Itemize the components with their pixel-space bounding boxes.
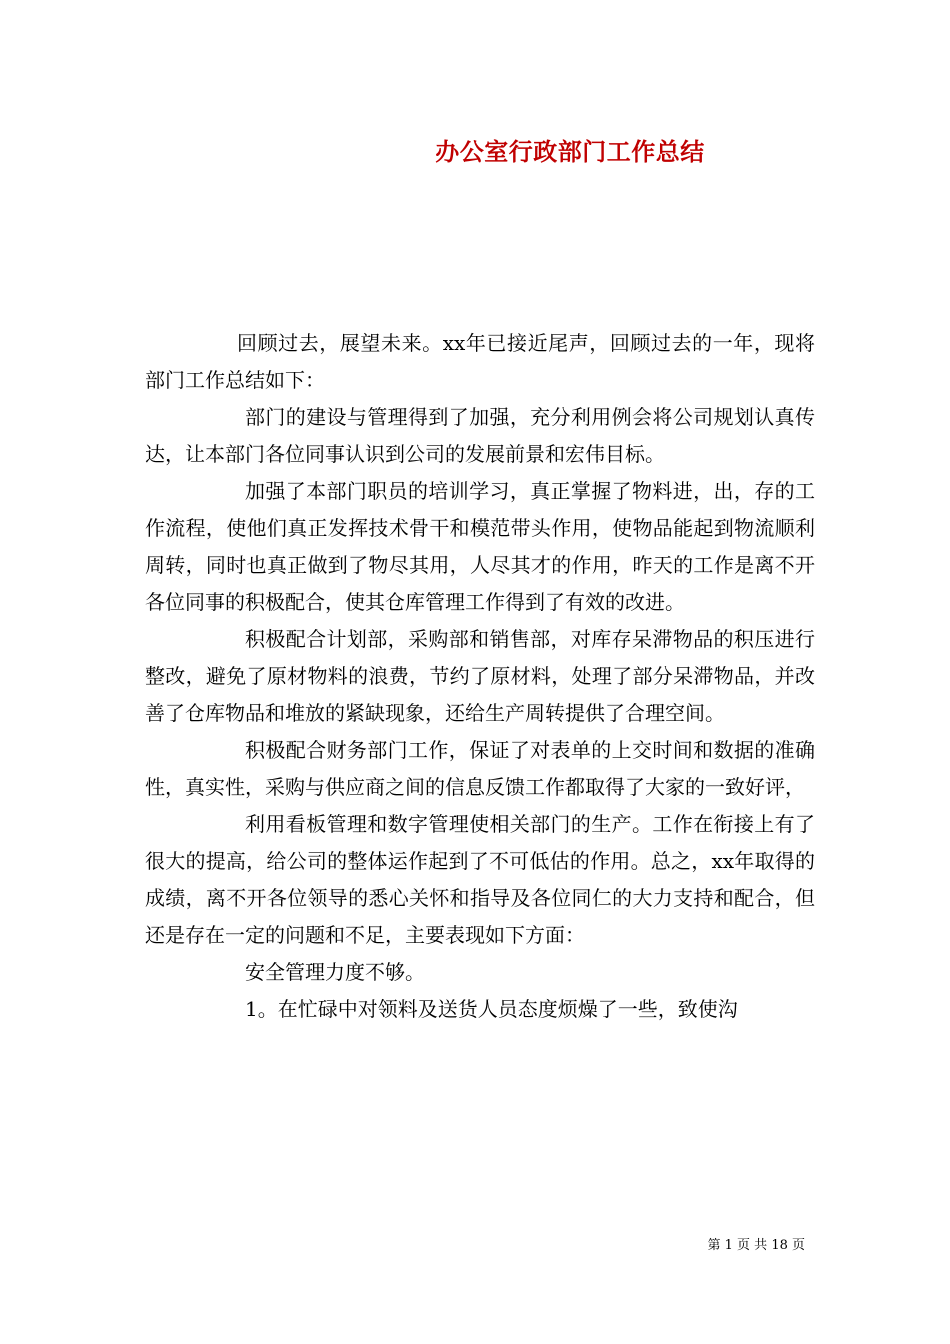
paragraph-department-building: 部门的建设与管理得到了加强，充分利用例会将公司规划认真传达，让本部门各位同事认识到公司的发展前景和宏伟目标。 (145, 405, 815, 466)
paragraph-staff-training: 加强了本部门职员的培训学习，真正掌握了物料进，出，存的工作流程，使他们真正发挥技术骨干和模范带头作用，使物品能起到物流顺利周转，同时也真正做到了物尽其用，人尽其才的作用，昨天的工作是离不开各位同事的积极配合，使其仓库管理工作得到了有效的改进。 (145, 479, 815, 614)
document-title: 办公室行政部门工作总结 (435, 137, 705, 166)
paragraph-finance-cooperation: 积极配合财务部门工作，保证了对表单的上交时间和数据的准确性，真实性，采购与供应商之间的信息反馈工作都取得了大家的一致好评， (145, 738, 815, 799)
page-number-footer: 第 1 页 共 18 页 (707, 1238, 805, 1253)
paragraph-intro: 回顾过去，展望未来。xx年已接近尾声，回顾过去的一年，现将部门工作总结如下： (145, 331, 815, 392)
paragraph-kanban-management: 利用看板管理和数字管理使相关部门的生产。工作在衔接上有了很大的提高，给公司的整体运作起到了不可低估的作用。总之，xx年取得的成绩，离不开各位领导的悉心关怀和指导及各位同仁的大力支持和配合，但还是存在一定的问题和不足，主要表现如下方面： (145, 812, 815, 947)
paragraph-inventory-cooperation: 积极配合计划部，采购部和销售部，对库存呆滞物品的积压进行整改，避免了原材物料的浪费，节约了原材料，处理了部分呆滞物品，并改善了仓库物品和堆放的紧缺现象，还给生产周转提供了合理空间。 (145, 627, 815, 725)
document-body (145, 325, 815, 1028)
paragraph-safety-management: 安全管理力度不够。 (245, 960, 425, 984)
paragraph-item-1: 1。在忙碌中对领料及送货人员态度烦燥了一些，致使沟 (245, 997, 738, 1021)
